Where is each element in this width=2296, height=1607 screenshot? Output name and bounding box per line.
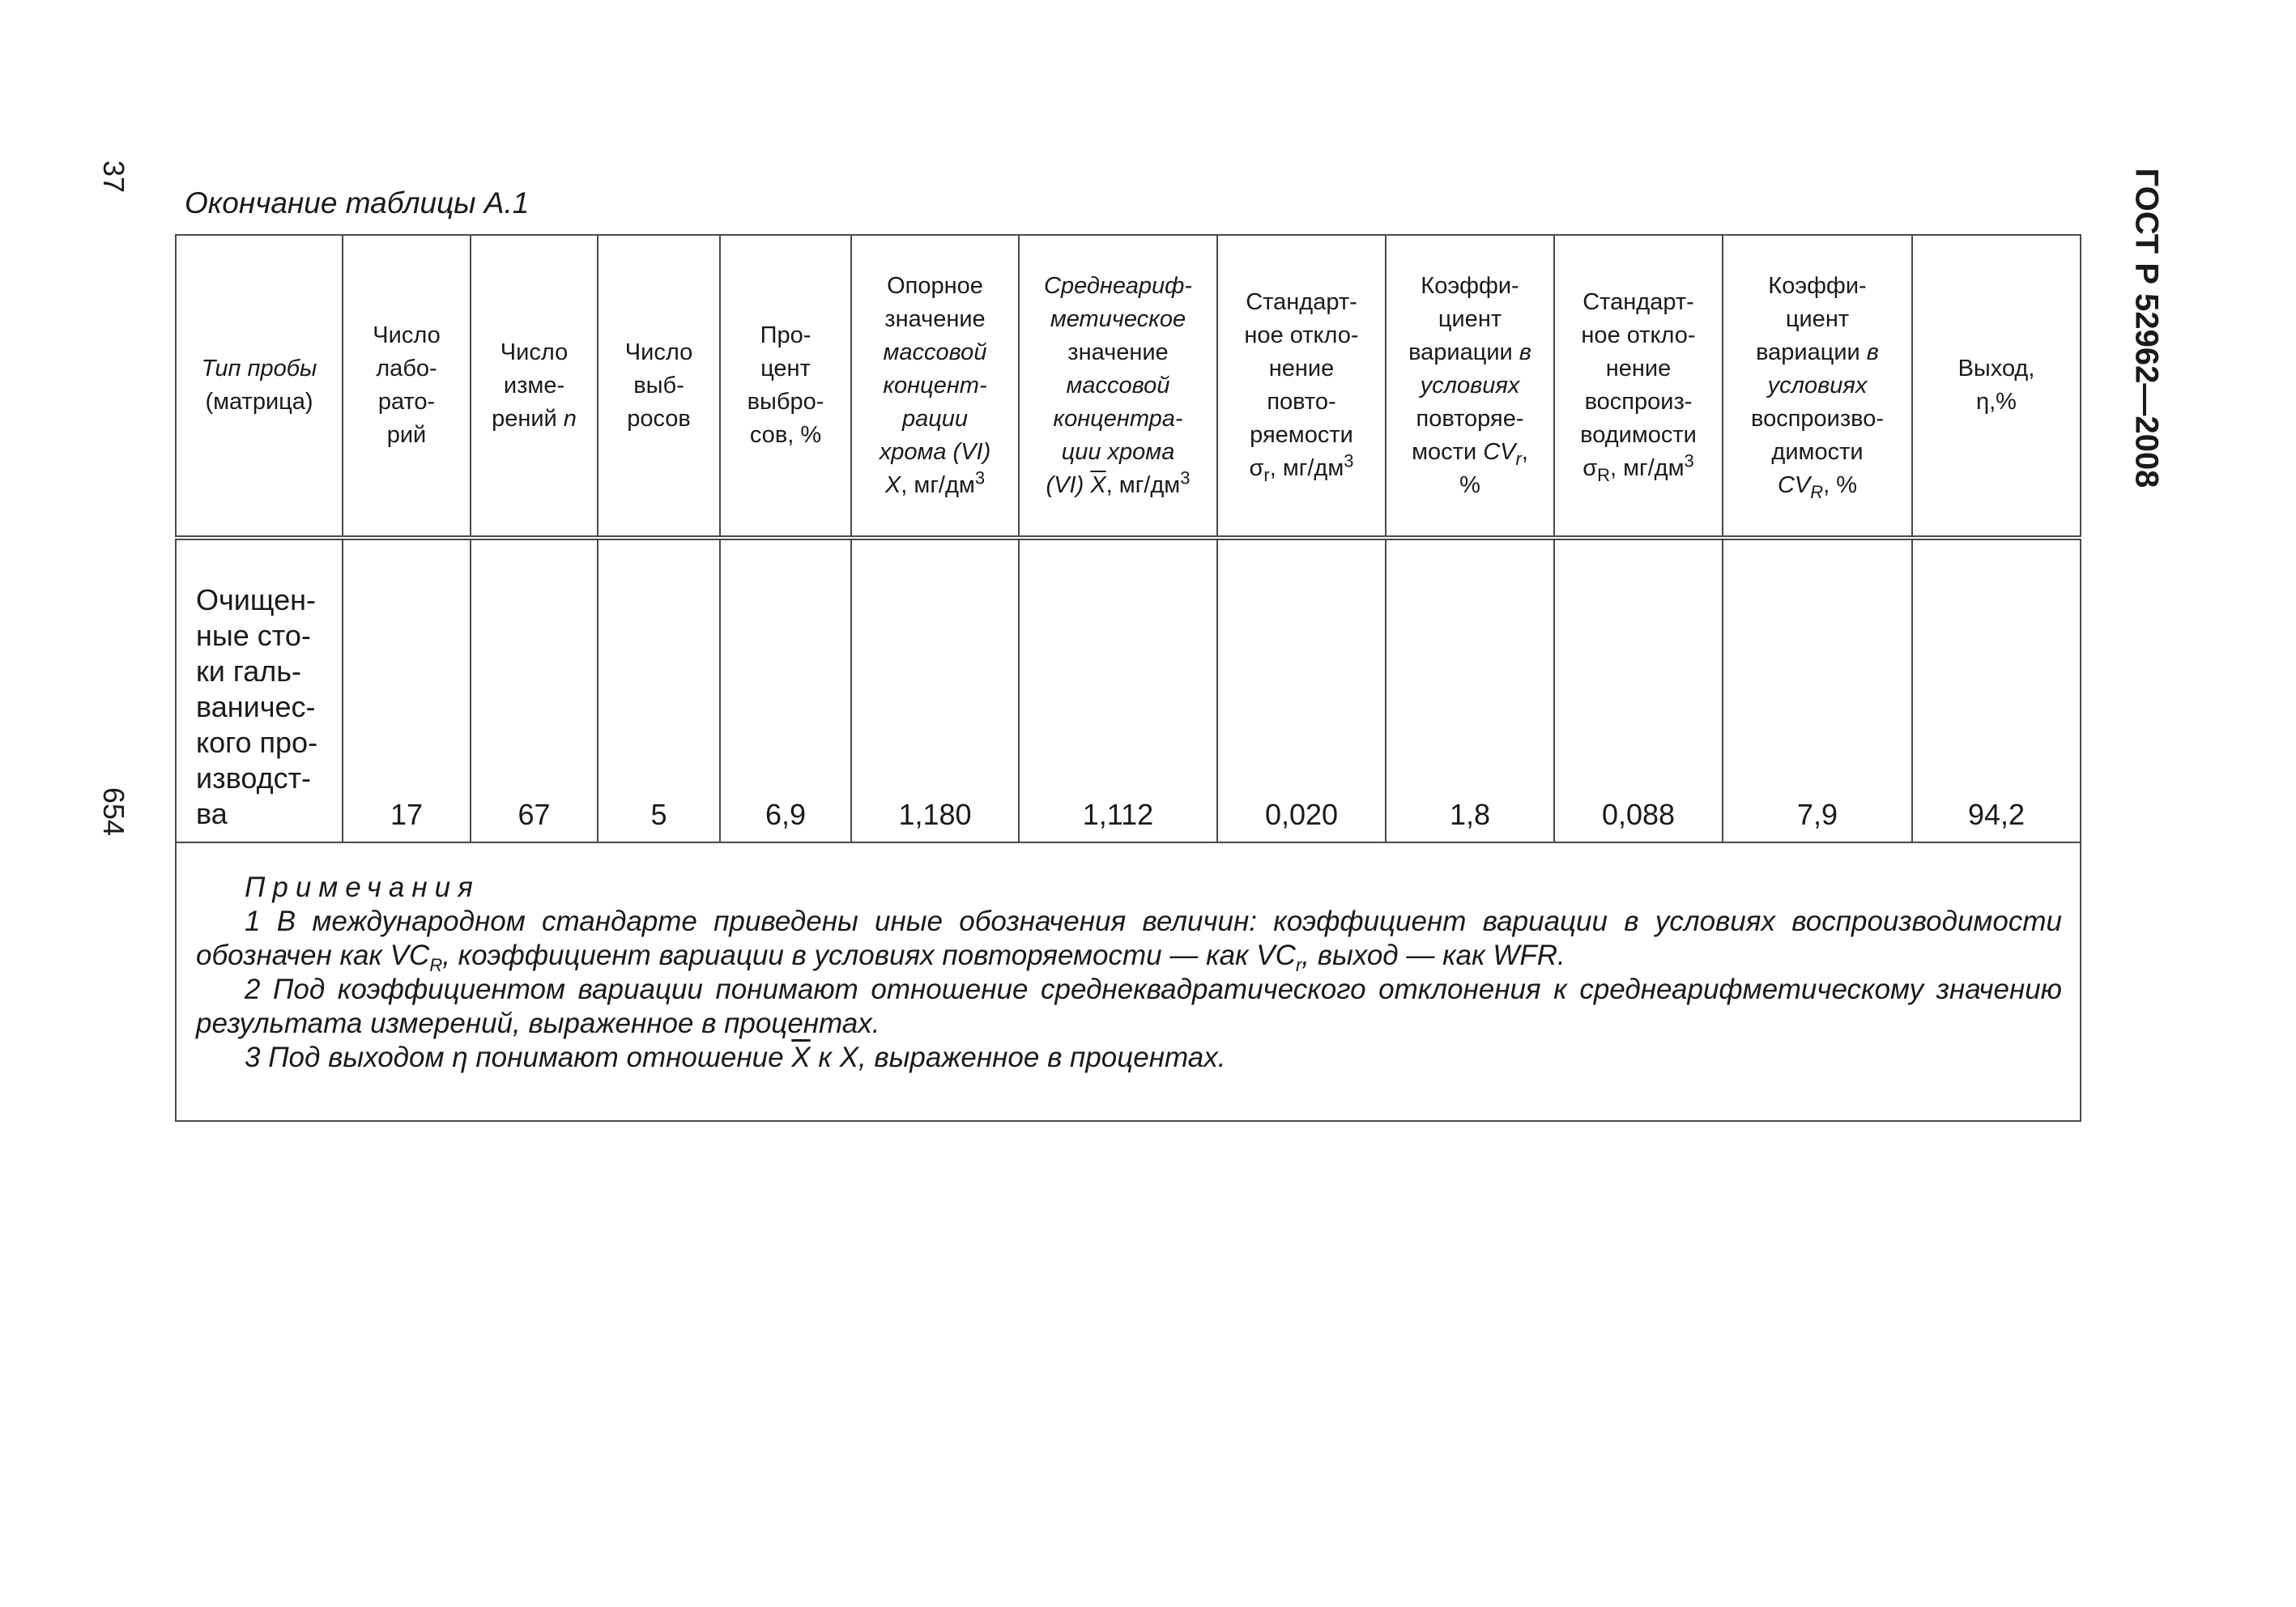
cell-sd-reproducibility: 0,088 [1554,538,1723,842]
notes-row [176,842,2081,1121]
note-item: 3 Под выходом η понимают отношение $\overline{X}$ к X, выраженное в процентах. [245,1042,1226,1073]
header-reference-value: Опорное значение массовой концент- рации хрома (VI) X, $мг/дм^3$ [851,235,1019,538]
header-cv-reproducibility: Коэффи- циент вариации в условиях воспроизво- димости $CV_R$, % [1723,235,1912,538]
header-outliers: Число выб- росов [598,235,720,538]
cell-outliers: 5 [598,538,720,842]
document-code: ГОСТ Р 52962—2008 [2128,168,2165,488]
cell-mean-value: 1,112 [1019,538,1217,842]
note-item: 2 Под коэффициентом вариации понимают отношение среднеквадратического отклонения к среднеарифметическому значению результата измерений, выраженное в процентах. [196,974,2062,1039]
results-table [175,234,2081,1122]
table-row [176,538,2081,842]
header-sd-reproducibility: Стандарт- ное откло- нение воспроиз- водимости $\sigma_R$, $мг/дм^3$ [1554,235,1723,538]
cell-sample: Очищен- ные сто- ки галь- ваничес- кого про- изводст- ва [176,538,343,842]
header-sample-type: Тип пробы (матрица) [176,235,343,538]
header-sd-repeatability: Стандарт- ное откло- нение повто- ряемости $\sigma_r$, $мг/дм^3$ [1217,235,1386,538]
page-number-side: 654 [97,786,130,837]
header-cv-repeatability: Коэффи- циент вариации в условиях повторяе- мости $CV_r$, % [1386,235,1554,538]
header-outlier-percent: Про- цент выбро- сов, % [720,235,851,538]
header-yield: Выход, η,% [1912,235,2081,538]
cell-reference-value: 1,180 [851,538,1019,842]
cell-sd-repeatability: 0,020 [1217,538,1386,842]
cell-cv-repeatability: 1,8 [1386,538,1554,842]
cell-yield: 94,2 [1912,538,2081,842]
notes-title: Примечания [245,872,480,903]
cell-outlier-percent: 6,9 [720,538,851,842]
note-item: 1 В международном стандарте приведены иные обозначения величин: коэффициент вариации в условиях воспроизводимости обозначен как $VC_R$, коэффициент вариации в условиях повторяемости — как $VC_r$, выход — как WFR. [196,906,2062,975]
header-measurements: Число изме- рений n [471,235,598,538]
cell-measurements: 67 [471,538,598,842]
header-mean-value: Среднеариф- метическое значение массовой концентра- ции хрома (VI) $\overline{X}$, $мг/дм^3$ [1019,235,1217,538]
page-number-top: 37 [97,160,130,194]
notes-cell [176,842,2081,1121]
cell-cv-reproducibility: 7,9 [1723,538,1912,842]
cell-labs: 17 [343,538,471,842]
header-labs: Число лабо- рато- рий [343,235,471,538]
table-caption: Окончание таблицы А.1 [185,186,530,220]
table-header-row [176,235,2081,538]
